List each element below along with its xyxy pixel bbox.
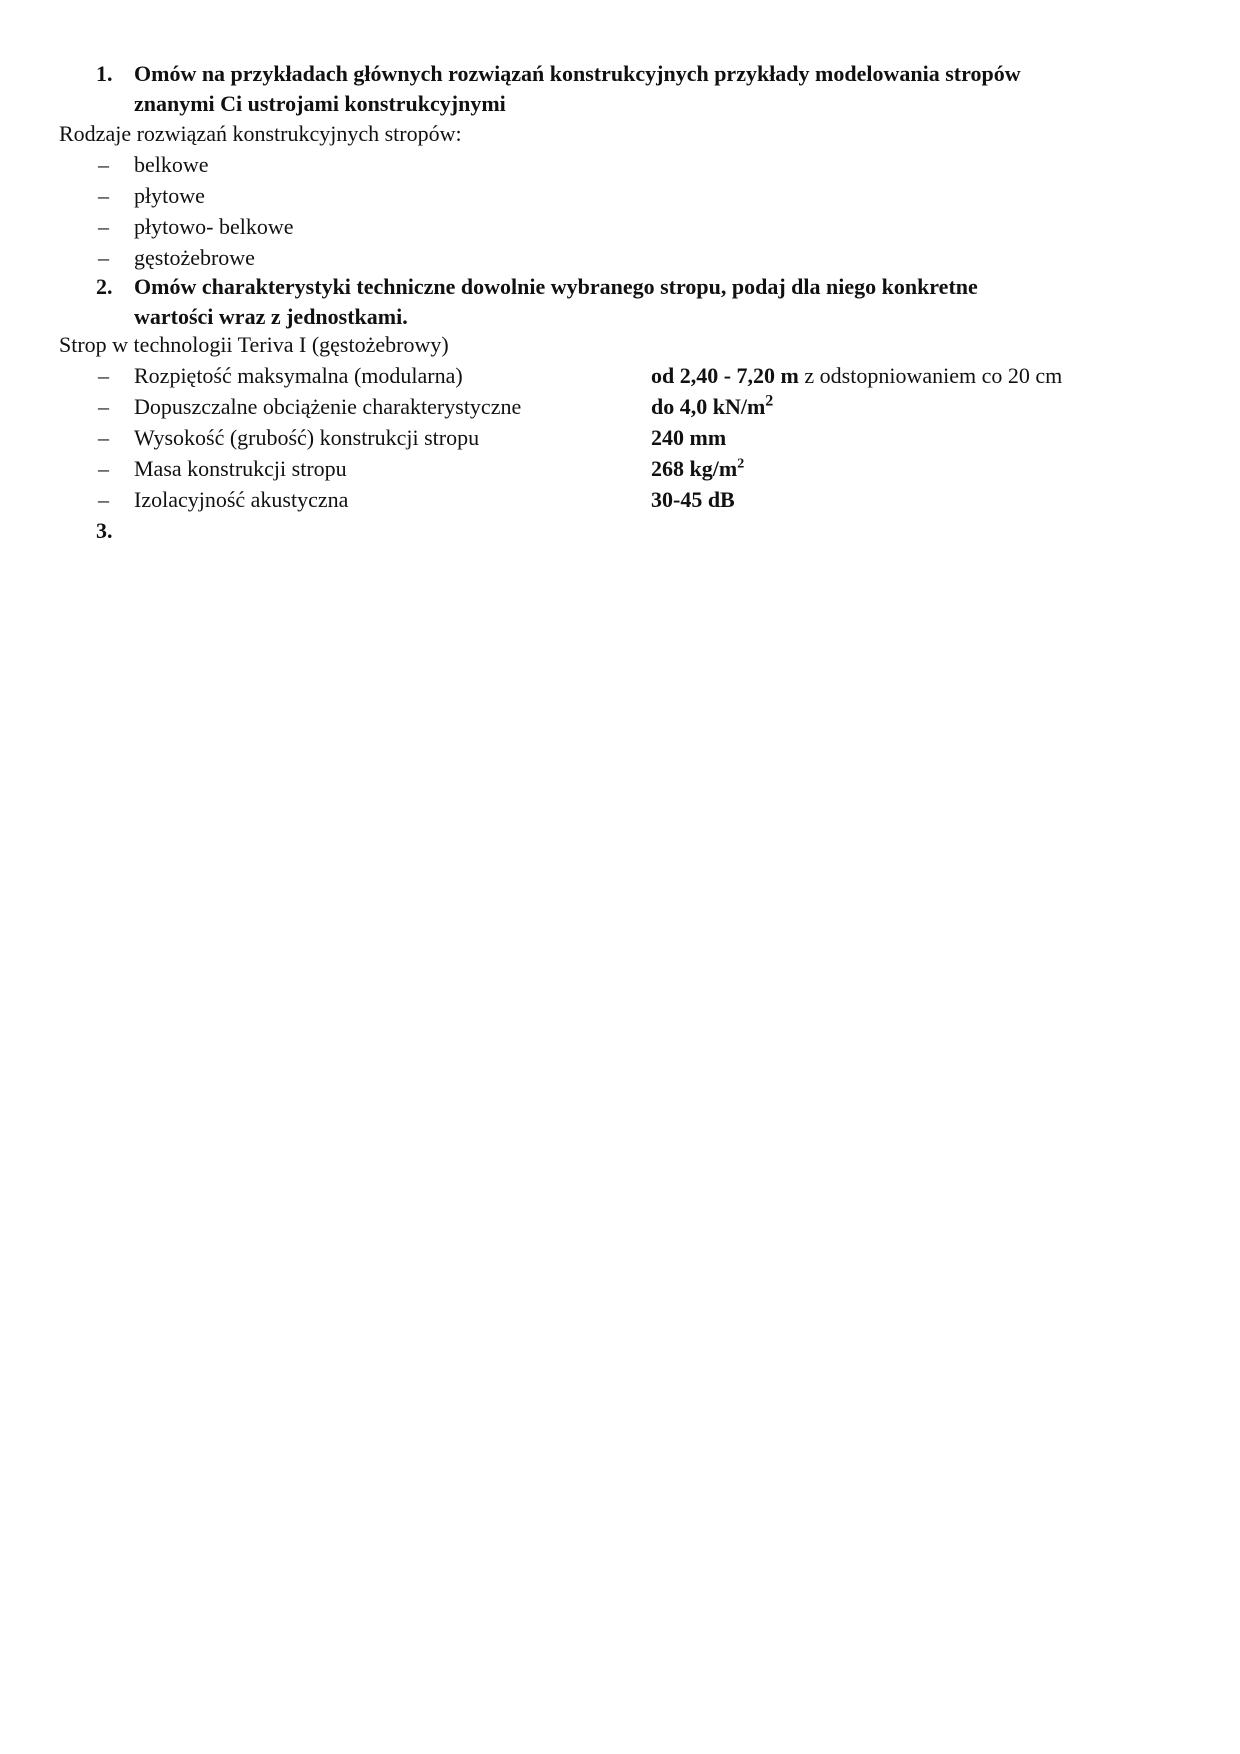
question-3-number: 3. [96, 518, 113, 543]
spec-label: Rozpiętość maksymalna (modularna) [134, 363, 463, 388]
bullet-dash: – [98, 183, 109, 208]
spec-label: Masa konstrukcji stropu [134, 456, 347, 481]
question-1-line-1: Omów na przykładach głównych rozwiązań konstrukcyjnych przykłady modelowania stropów [134, 61, 1021, 86]
spec-label: Dopuszczalne obciążenie charakterystyczne [134, 394, 522, 419]
spec-value [651, 486, 735, 514]
intro-teriva: Strop w technologii Teriva I (gęstożebrowy) [59, 332, 449, 357]
spec-value-superscript: 2 [737, 456, 745, 472]
spec-value [651, 393, 773, 421]
list-item: gęstożebrowe [134, 245, 255, 270]
question-2-line-1: Omów charakterystyki techniczne dowolnie wybranego stropu, podaj dla niego konkretne [134, 274, 978, 299]
spec-label: Wysokość (grubość) konstrukcji stropu [134, 425, 480, 450]
spec-value [651, 455, 744, 483]
bullet-dash: – [98, 245, 109, 270]
spec-value-bold [651, 456, 744, 481]
list-item: płytowo- belkowe [134, 214, 294, 239]
spec-value [651, 362, 1062, 390]
spec-label: Izolacyjność akustyczna [134, 487, 349, 512]
list-item: belkowe [134, 152, 209, 177]
spec-value-bold [651, 394, 773, 419]
question-2-text [134, 272, 1164, 332]
bullet-dash: – [98, 394, 109, 419]
bullet-dash: – [98, 214, 109, 239]
spec-value-unit: do 4,0 kN/m [651, 394, 766, 419]
bullet-dash: – [98, 363, 109, 388]
spec-value [651, 424, 726, 452]
question-2-number: 2. [96, 274, 113, 299]
question-2-line-2: wartości wraz z jednostkami. [134, 304, 408, 329]
list-item: płytowe [134, 183, 205, 208]
bullet-dash: – [98, 425, 109, 450]
question-1-number: 1. [96, 61, 113, 86]
spec-value-rest: z odstopniowaniem co 20 cm [798, 363, 1063, 388]
bullet-dash: – [98, 456, 109, 481]
spec-value-bold: 240 mm [651, 425, 727, 450]
spec-value-superscript: 2 [765, 392, 774, 410]
spec-value-bold: od 2,40 - 7,20 m [651, 363, 799, 388]
question-1-text [134, 59, 1164, 119]
bullet-dash: – [98, 487, 109, 512]
question-1-line-2: znanymi Ci ustrojami konstrukcyjnymi [134, 91, 506, 116]
spec-value-unit: 268 kg/m [651, 456, 738, 481]
bullet-dash: – [98, 152, 109, 177]
spec-value-bold: 30-45 dB [651, 487, 735, 512]
intro-types: Rodzaje rozwiązań konstrukcyjnych stropów: [59, 121, 462, 146]
